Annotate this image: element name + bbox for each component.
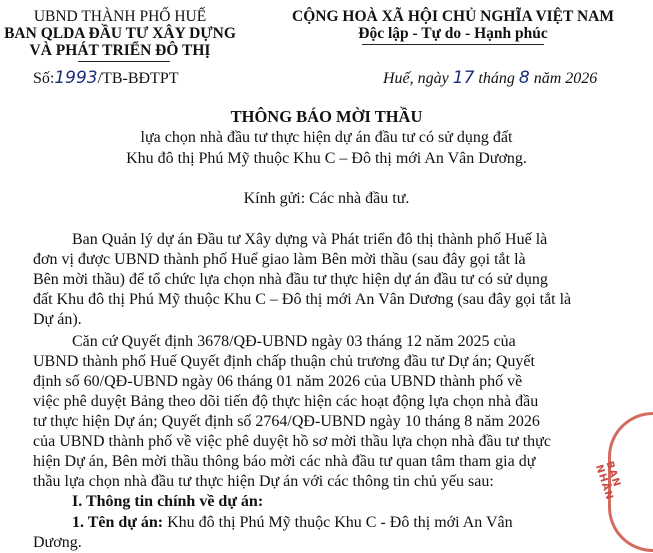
paragraph-line: UBND thành phố Huế Quyết định chấp thuận chủ trương đầu tư Dự án; Quyết	[33, 353, 535, 370]
date-prefix: Huế, ngày	[383, 70, 453, 87]
paragraph-line: Bên mời thầu) để tổ chức lựa chọn nhà đầu tư thực hiện dự án đầu tư có sử dụng	[33, 271, 548, 288]
paragraph-line: định số 60/QĐ-UBND ngày 06 tháng 01 năm 2026 của UBND thành phố về	[33, 373, 523, 390]
org-name-line1: BAN QLDA ĐẦU TƯ XÂY DỰNG	[4, 25, 236, 42]
section-heading	[72, 492, 263, 512]
number-prefix: Số:	[33, 70, 55, 87]
item-project-name	[72, 513, 513, 533]
item-text: Khu đô thị Phú Mỹ thuộc Khu C - Đô thị mới An Vân	[163, 514, 513, 531]
org-parent: UBND THÀNH PHỐ HUẾ	[33, 8, 207, 25]
paragraph-line: Dự án).	[33, 311, 82, 328]
item-continuation: Dương.	[33, 534, 82, 551]
handwritten-month: 8	[518, 68, 530, 88]
number-suffix: /TB-BĐTPT	[97, 70, 179, 87]
paragraph-line: tư thực hiện Dự án; Quyết định số 2764/QĐ-UBND ngày 10 tháng 8 năm 2026	[33, 413, 540, 430]
nation-title: CỘNG HOÀ XÃ HỘI CHỦ NGHĨA VIỆT NAM	[292, 8, 614, 25]
paragraph-line: hiện Dự án, Bên mời thầu thông báo mời các nhà đầu tư quan tâm tham gia dự	[33, 453, 536, 470]
date-suffix: năm 2026	[529, 70, 598, 87]
org-underline	[78, 61, 170, 62]
handwritten-day: 17	[452, 68, 475, 88]
item-label: 1. Tên dự án:	[72, 514, 164, 531]
greeting: Kính gửi: Các nhà đầu tư.	[243, 190, 410, 207]
motto-underline	[362, 44, 544, 45]
document-date	[383, 69, 597, 89]
document-title: THÔNG BÁO MỜI THẦU	[230, 107, 423, 126]
paragraph-line: đơn vị được UBND thành phố Huế giao làm Bên mời thầu (sau đây gọi tắt là	[33, 251, 526, 268]
document-subtitle-2: Khu đô thị Phú Mỹ thuộc Khu C – Đô thị mới An Vân Dương.	[126, 150, 527, 167]
paragraph-line: Ban Quản lý dự án Đầu tư Xây dựng và Phát triển đô thị thành phố Huế là	[72, 231, 548, 248]
handwritten-number: 1993	[54, 68, 98, 88]
seal-stamp-text: BAN NHÂN	[593, 460, 623, 502]
paragraph-line: thầu lựa chọn nhà đầu tư thực hiện Dự án với các thông tin chủ yếu sau:	[33, 473, 494, 490]
document-subtitle-1: lựa chọn nhà đầu tư thực hiện dự án đầu tư có sử dụng đất	[140, 129, 513, 146]
paragraph-line: của UBND thành phố về việc phê duyệt hồ sơ mời thầu lựa chọn nhà đầu tư thực	[33, 433, 551, 450]
paragraph-line: Căn cứ Quyết định 3678/QĐ-UBND ngày 03 tháng 12 năm 2025 của	[72, 333, 516, 350]
document-number	[33, 69, 179, 89]
paragraph-line: việc phê duyệt Bảng theo dõi tiến độ thực hiện các hoạt động lựa chọn nhà đầu	[33, 393, 539, 410]
section-heading-text: I. Thông tin chính về dự án:	[72, 493, 264, 510]
paragraph-line: đất Khu đô thị Phú Mỹ thuộc Khu C – Đô thị mới An Vân Dương (sau đây gọi tắt là	[33, 291, 572, 308]
date-middle: tháng	[474, 70, 519, 87]
nation-motto: Độc lập - Tự do - Hạnh phúc	[358, 25, 548, 42]
org-name-line2: VÀ PHÁT TRIỂN ĐÔ THỊ	[29, 42, 211, 59]
